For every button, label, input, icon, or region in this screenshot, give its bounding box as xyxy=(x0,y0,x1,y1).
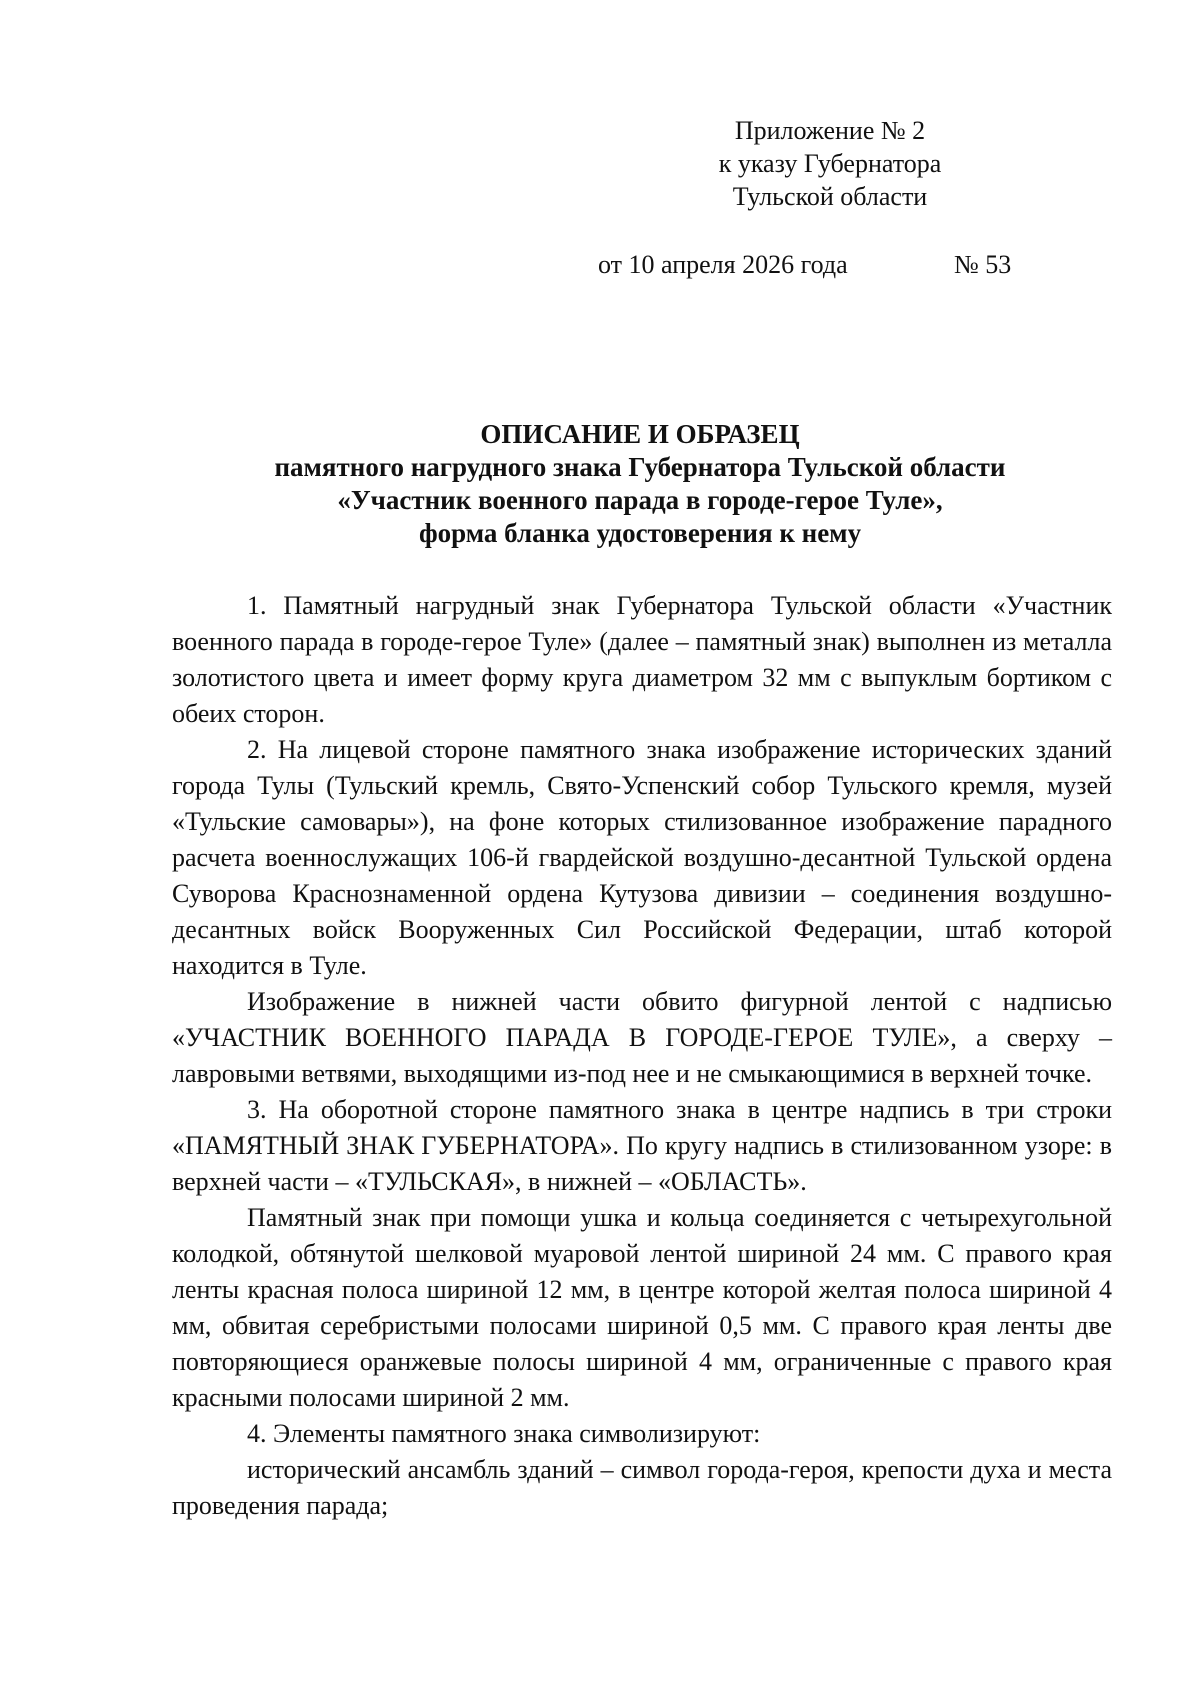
decree-number: № 53 xyxy=(954,250,1012,279)
document-title xyxy=(170,418,1110,550)
paragraph-7: исторический ансамбль зданий – символ города-героя, крепости духа и места проведения парада; xyxy=(172,1455,1112,1520)
paragraph-3: Изображение в нижней части обвито фигурной лентой с надписью «УЧАСТНИК ВОЕННОГО ПАРАДА В ГОРОДЕ-ГЕРОЕ ТУЛЕ», а сверху – лавровыми ветвями, выходящими из-под нее и не смыкающимися в верхней точке. xyxy=(172,987,1112,1088)
decree-date: от 10 апреля 2026 года xyxy=(598,250,848,279)
appendix-reference: к указу Губернатора xyxy=(718,149,942,178)
title-line-1: ОПИСАНИЕ И ОБРАЗЕЦ xyxy=(480,419,800,449)
appendix-region: Тульской области xyxy=(732,182,928,211)
appendix-header xyxy=(690,114,970,213)
title-line-3: «Участник военного парада в городе-герое Туле», xyxy=(337,485,943,515)
paragraph-4: 3. На оборотной стороне памятного знака в центре надпись в три строки «ПАМЯТНЫЙ ЗНАК ГУБЕРНАТОРА». По кругу надпись в стилизованном узоре: в верхней части – «ТУЛЬСКАЯ», в нижней – «ОБЛАСТЬ». xyxy=(172,1095,1112,1196)
paragraph-2: 2. На лицевой стороне памятного знака изображение исторических зданий города Тулы (Тульский кремль, Свято-Успенский собор Тульского кремля, музей «Тульские самовары»), на фоне которых стилизованное изображение парадного расчета военнослужащих 106-й гвардейской воздушно-десантной Тульской ордена Суворова Краснознаменной ордена Кутузова дивизии – соединения воздушно-десантных войск Вооруженных Сил Российской Федерации, штаб которой находится в Туле. xyxy=(172,735,1112,980)
appendix-title: Приложение № 2 xyxy=(734,116,926,145)
paragraph-5: Памятный знак при помощи ушка и кольца соединяется с четырехугольной колодкой, обтянутой шелковой муаровой лентой шириной 24 мм. С правого края ленты красная полоса шириной 12 мм, в центре которой желтая полоса шириной 4 мм, обвитая серебристыми полосами шириной 0,5 мм. С правого края ленты две повторяющиеся оранжевые полосы шириной 4 мм, ограниченные с правого края красными полосами шириной 2 мм. xyxy=(172,1203,1112,1412)
paragraph-6: 4. Элементы памятного знака символизируют: xyxy=(247,1419,761,1448)
paragraph-1: 1. Памятный нагрудный знак Губернатора Тульской области «Участник военного парада в городе-герое Туле» (далее – памятный знак) выполнен из металла золотистого цвета и имеет форму круга диаметром 32 мм с выпуклым бортиком с обеих сторон. xyxy=(172,591,1112,728)
title-line-4: форма бланка удостоверения к нему xyxy=(418,518,862,548)
title-line-2: памятного нагрудного знака Губернатора Тульской области xyxy=(274,452,1006,482)
document-body xyxy=(172,588,1112,1524)
